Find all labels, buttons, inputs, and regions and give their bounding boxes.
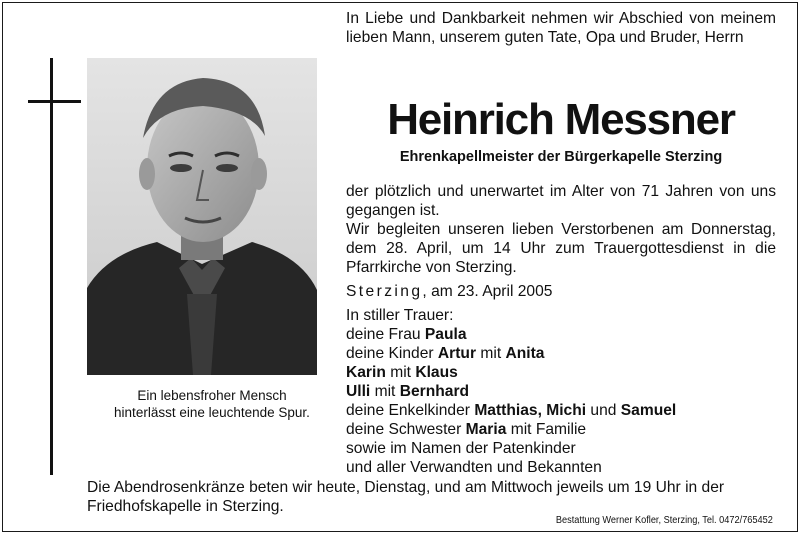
date: , am 23. April 2005 xyxy=(422,283,553,300)
mourner-name: Matthias, Michi xyxy=(474,402,587,419)
mourner-connector: mit xyxy=(370,383,400,400)
obituary-notice xyxy=(2,2,798,532)
mourner-line xyxy=(346,401,776,420)
mourner-line: und aller Verwandten und Bekannten xyxy=(346,459,602,476)
announcement-body xyxy=(346,182,776,277)
mourner-name: Artur xyxy=(437,345,477,362)
mourner-name: Bernhard xyxy=(399,383,470,400)
mourner-line: sowie im Namen der Patenkinder xyxy=(346,440,576,457)
mourner-connector: und xyxy=(586,402,621,419)
mourner-relation: deine Schwester xyxy=(346,421,466,438)
announcement-paragraph-1: der plötzlich und unerwartet im Alter von 71 Jahren von uns gegangen ist. xyxy=(346,183,776,219)
mourners-heading: In stiller Trauer: xyxy=(346,307,454,324)
deceased-name: Heinrich Messner xyxy=(387,95,735,144)
caption-line-1: Ein lebensfroher Mensch xyxy=(137,388,287,403)
deceased-title: Ehrenkapellmeister der Bürgerkapelle Sterzing xyxy=(399,149,723,165)
cross-vertical-bar xyxy=(50,58,53,475)
mourner-name: Maria xyxy=(465,421,507,438)
mourner-connector: mit Familie xyxy=(506,421,587,438)
mourner-name: Anita xyxy=(505,345,545,362)
mourner-name: Paula xyxy=(424,326,467,343)
mourner-relation: deine Enkelkinder xyxy=(346,402,475,419)
mourner-line xyxy=(346,420,776,439)
portrait-photo xyxy=(87,58,317,375)
intro-text: In Liebe und Dankbarkeit nehmen wir Abschied von meinem lieben Mann, unserem guten Tate, Opa und Bruder, Herrn xyxy=(346,10,776,46)
mourner-relation: deine Frau xyxy=(346,326,425,343)
place: Sterzing xyxy=(346,283,423,300)
rosary-announcement: Die Abendrosenkränze beten wir heute, Dienstag, und am Mittwoch jeweils um 19 Uhr in der Friedhofskapelle in Sterzing. xyxy=(87,479,725,515)
mourners-list xyxy=(346,306,776,477)
place-and-date xyxy=(346,282,552,301)
mourner-name: Karin xyxy=(346,364,386,381)
photo-caption xyxy=(87,387,337,421)
mourner-line xyxy=(346,344,776,363)
mourner-name: Klaus xyxy=(415,364,458,381)
mourner-relation: deine Kinder xyxy=(346,345,438,362)
mourner-line xyxy=(346,325,776,344)
mourner-name: Ulli xyxy=(346,383,371,400)
mourner-connector: mit xyxy=(385,364,416,381)
announcement-paragraph-2: Wir begleiten unseren lieben Verstorbenen am Donnerstag, dem 28. April, um 14 Uhr zum Trauergottesdienst in die Pfarrkirche von Sterzing. xyxy=(346,221,776,276)
cross-horizontal-bar xyxy=(28,100,81,103)
undertaker-credit: Bestattung Werner Kofler, Sterzing, Tel. 0472/765452 xyxy=(555,515,773,526)
mourner-line xyxy=(346,363,776,382)
mourner-connector: mit xyxy=(476,345,506,362)
mourner-name: Samuel xyxy=(620,402,677,419)
mourner-line xyxy=(346,382,776,401)
caption-line-2: hinterlässt eine leuchtende Spur. xyxy=(114,405,310,420)
